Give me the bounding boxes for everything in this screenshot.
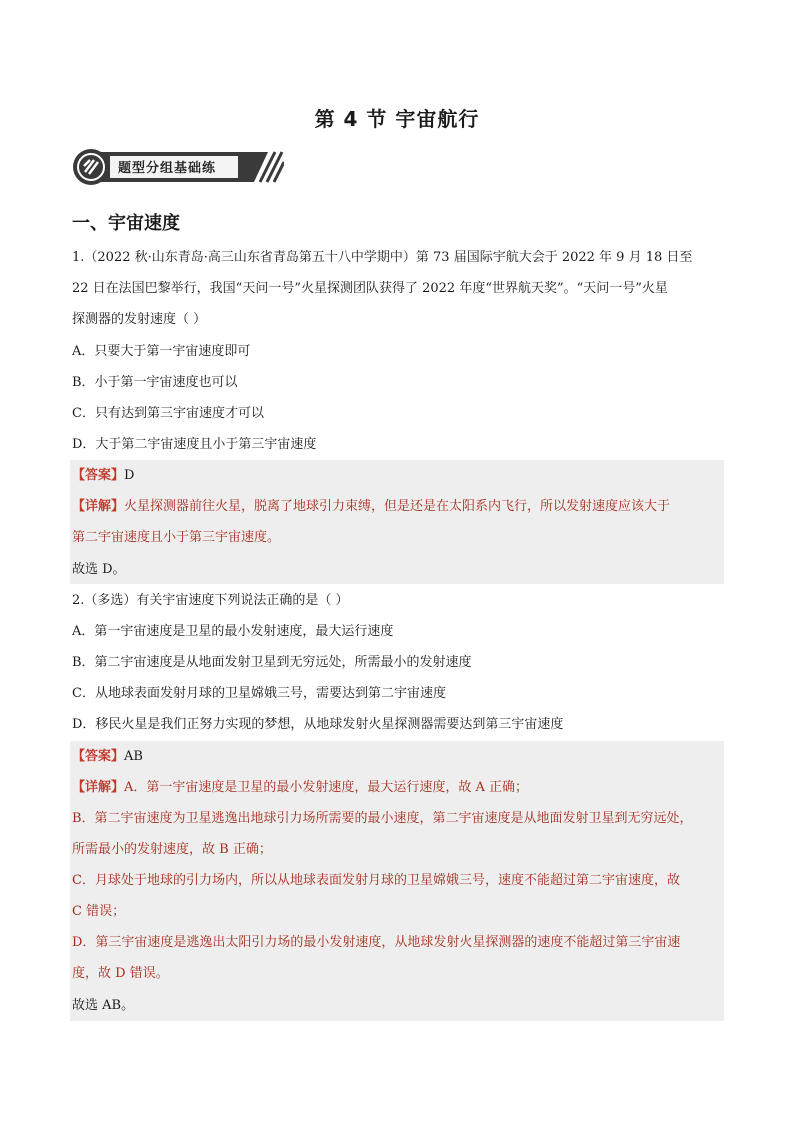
q2-detail-d-line2: 度，故 D 错误。 (72, 966, 169, 981)
q2-option-b: B．第二宇宙速度是从地面发射卫星到无穷远处，所需最小的发射速度 (72, 655, 472, 670)
q1-detail-line2: 第二宇宙速度且小于第三宇宙速度。 (72, 530, 281, 545)
page-title: 第 4 节 宇宙航行 (314, 107, 480, 131)
q1-answer-value: D (124, 468, 135, 483)
q2-conclusion: 故选 AB。 (72, 998, 135, 1013)
section-banner (72, 148, 284, 186)
q2-detail-b-line1: B．第二宇宙速度为卫星逃逸出地球引力场所需要的最小速度，第二宇宙速度是从地面发射卫星到无穷远处， (72, 811, 693, 826)
section-heading: 一、宇宙速度 (72, 213, 180, 234)
q1-stem-line1: 1.（2022 秋·山东青岛·高三山东省青岛第五十八中学期中）第 73 届国际宇航大会于 2022 年 9 月 18 日至 (72, 250, 693, 265)
q2-stem: 2.（多选）有关宇宙速度下列说法正确的是（ ） (72, 593, 349, 608)
q2-option-c: C．从地球表面发射月球的卫星嫦娥三号，需要达到第二宇宙速度 (72, 686, 446, 701)
q1-option-a: A．只要大于第一宇宙速度即可 (72, 344, 251, 359)
q1-stem-line2: 22 日在法国巴黎举行，我国“天问一号”火星探测团队获得了 2022 年度“世界航天奖”。“天问一号”火星 (72, 281, 668, 296)
q2-detail-a (72, 778, 724, 798)
detail-label: 【详解】 (72, 780, 125, 795)
answer-label: 【答案】 (72, 749, 125, 764)
q2-answer-value: AB (124, 749, 143, 764)
answer-label: 【答案】 (72, 468, 125, 483)
banner-label: 题型分组基础练 (118, 161, 217, 176)
q2-detail-b-line2: 所需最小的发射速度，故 B 正确； (72, 842, 272, 857)
q1-detail-text1: 火星探测器前往火星，脱离了地球引力束缚，但是还是在太阳系内飞行，所以发射速度应该大于 (124, 499, 671, 514)
q1-answer (72, 466, 724, 486)
q1-stem-line3: 探测器的发射速度（ ） (72, 312, 207, 327)
q1-conclusion: 故选 D。 (72, 562, 126, 577)
q2-option-d: D．移民火星是我们正努力实现的梦想，从地球发射火星探测器需要达到第三宇宙速度 (72, 717, 564, 732)
q2-detail-d-line1: D．第三宇宙速度是逃逸出太阳引力场的最小发射速度，从地球发射火星探测器的速度不能超过第三宇宙速 (72, 935, 681, 950)
q1-option-b: B．小于第一宇宙速度也可以 (72, 375, 238, 390)
q1-option-c: C．只有达到第三宇宙速度才可以 (72, 406, 264, 421)
q2-answer (72, 747, 724, 767)
q1-detail-line1 (72, 497, 724, 517)
q2-option-a: A．第一宇宙速度是卫星的最小发射速度，最大运行速度 (72, 624, 394, 639)
detail-label: 【详解】 (72, 499, 125, 514)
q2-detail-c-line2: C 错误； (72, 904, 126, 919)
q1-option-d: D．大于第二宇宙速度且小于第三宇宙速度 (72, 437, 317, 452)
q2-detail-c-line1: C．月球处于地球的引力场内，所以从地球表面发射月球的卫星嫦娥三号，速度不能超过第二宇宙速度，故 (72, 873, 680, 888)
q2-detail-a-text: A．第一宇宙速度是卫星的最小发射速度，最大运行速度，故 A 正确； (124, 780, 529, 795)
